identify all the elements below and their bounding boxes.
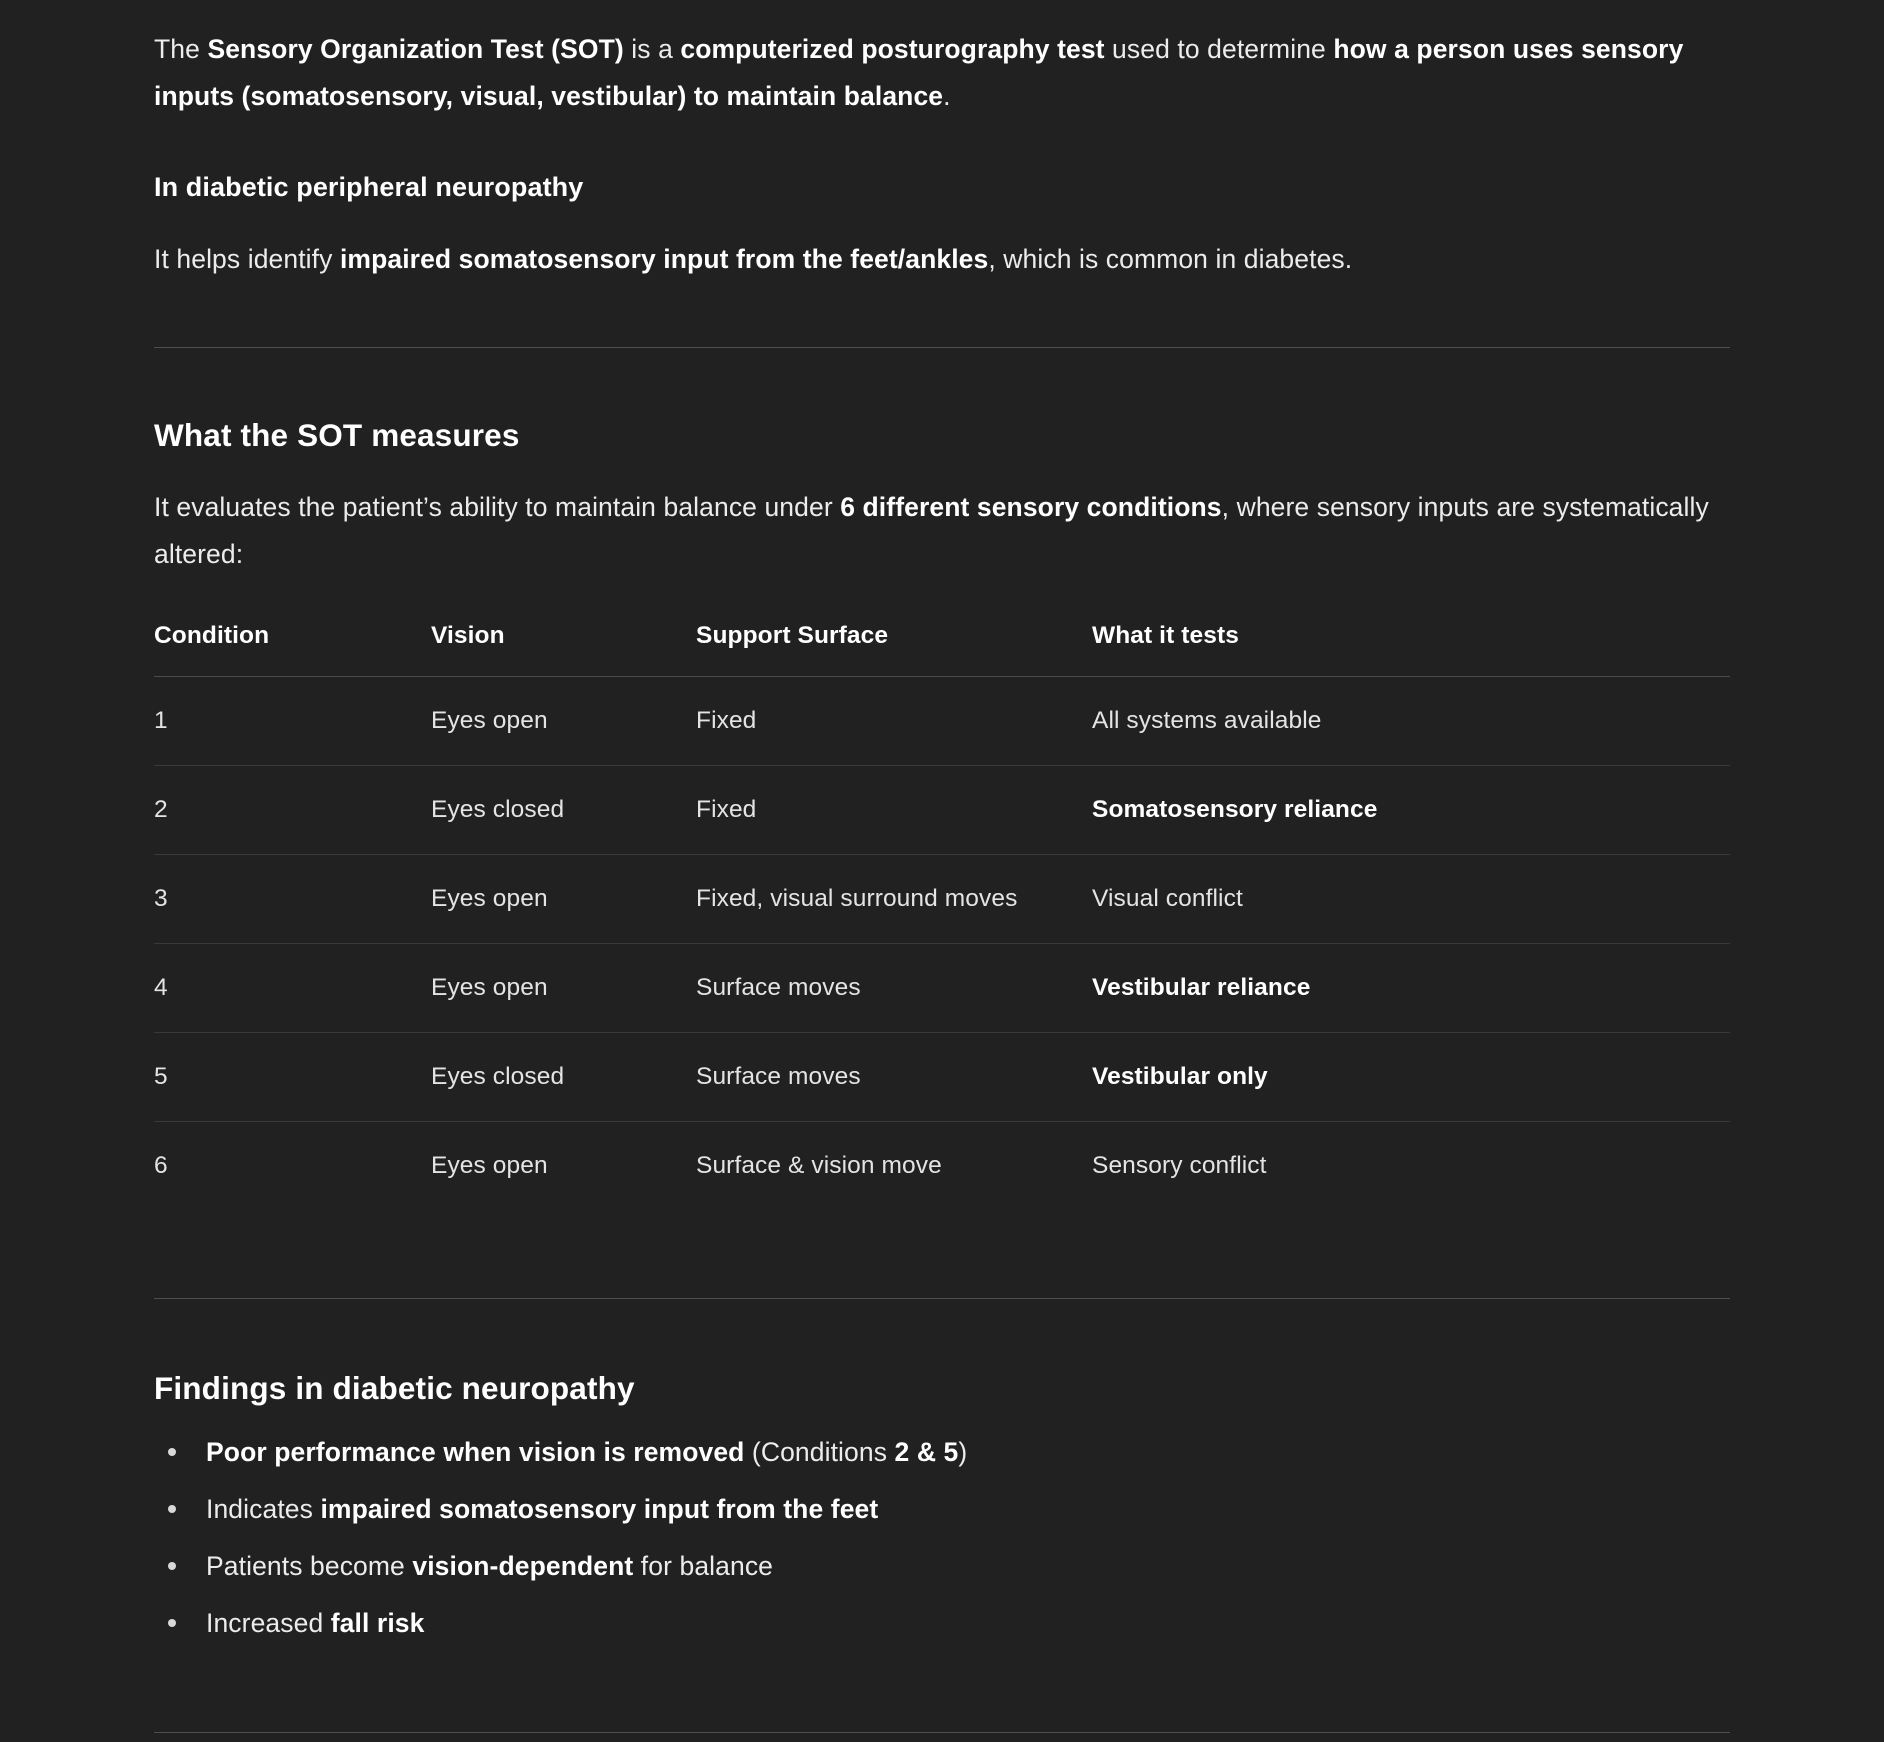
cell-support-surface: Fixed (696, 677, 1092, 766)
table-row (154, 766, 1730, 855)
cell-support-surface: Surface moves (696, 944, 1092, 1033)
cell-vision: Eyes closed (431, 1033, 696, 1122)
list-item-label: Increased fall risk (206, 1608, 425, 1638)
cell-vision: Eyes open (431, 677, 696, 766)
cell-support-surface: Surface moves (696, 1033, 1092, 1122)
cell-condition: 2 (154, 766, 431, 855)
emphasis-text: 2 & 5 (894, 1437, 959, 1467)
content-column (154, 0, 1730, 1733)
cell-support-surface: Surface & vision move (696, 1152, 942, 1179)
intro-paragraph: The Sensory Organization Test (SOT) is a computerized posturography test used to determine how a person uses sensory inputs (somatosensory, visual, vestibular) to maintain balance. (154, 34, 1684, 111)
emphasis-text: computerized posturography test (680, 34, 1105, 64)
table-body (154, 677, 1730, 1211)
col-header-vision: Vision (431, 622, 696, 677)
measures-section (154, 348, 1730, 1210)
divider-2-wrap (154, 1210, 1730, 1299)
emphasis-text: Sensory Organization Test (SOT) (207, 34, 624, 64)
list-item (154, 1492, 1730, 1526)
cell-what-it-tests: Sensory conflict (1092, 1152, 1267, 1179)
findings-list (154, 1435, 1730, 1640)
findings-section (154, 1299, 1730, 1640)
cell-condition: 1 (154, 677, 431, 766)
cell-condition: 4 (154, 944, 431, 1033)
cell-vision: Eyes open (431, 944, 696, 1033)
divider-3-wrap (154, 1640, 1730, 1733)
col-header-support-surface: Support Surface (696, 622, 1092, 677)
emphasis-text: Poor performance when vision is removed (206, 1437, 745, 1467)
cell-vision: Eyes open (431, 855, 696, 944)
emphasis-text: how a person uses sensory inputs (somatosensory, visual, vestibular) to maintain balance (154, 34, 1684, 111)
emphasis-text: 6 different sensory conditions (840, 492, 1222, 522)
table-header-row (154, 622, 1730, 677)
section-divider-3 (154, 1732, 1730, 1733)
emphasis-text: vision-dependent (412, 1551, 634, 1581)
emphasis-text: fall risk (330, 1608, 425, 1638)
cell-condition: 6 (154, 1152, 168, 1179)
cell-support-surface: Fixed (696, 766, 1092, 855)
measures-heading: What the SOT measures (154, 417, 520, 453)
emphasis-text: impaired somatosensory input from the feet/ankles (339, 244, 989, 274)
list-item-label: Indicates impaired somatosensory input from the feet (206, 1494, 879, 1524)
emphasis-text: impaired somatosensory input from the feet (320, 1494, 879, 1524)
list-item-label: Patients become vision-dependent for balance (206, 1551, 774, 1581)
dpn-paragraph: It helps identify impaired somatosensory input from the feet/ankles, which is common in diabetes. (154, 244, 1353, 274)
table-head (154, 622, 1730, 677)
list-item (154, 1606, 1730, 1640)
list-item (154, 1435, 1730, 1469)
list-item (154, 1549, 1730, 1583)
cell-what-it-tests: Somatosensory reliance (1092, 766, 1730, 855)
cell-vision: Eyes closed (431, 766, 696, 855)
table-row (154, 1122, 1730, 1211)
cell-what-it-tests: Visual conflict (1092, 855, 1730, 944)
sot-conditions-table (154, 622, 1730, 1210)
table-row (154, 855, 1730, 944)
divider-1-wrap (154, 283, 1730, 348)
bullet-icon (168, 1448, 176, 1456)
measures-paragraph: It evaluates the patient’s ability to maintain balance under 6 different sensory conditions, where sensory inputs are systematically altered: (154, 492, 1709, 569)
findings-heading: Findings in diabetic neuropathy (154, 1370, 635, 1406)
cell-support-surface: Fixed, visual surround moves (696, 855, 1092, 944)
cell-condition: 5 (154, 1033, 431, 1122)
cell-vision: Eyes open (431, 1152, 548, 1179)
cell-what-it-tests: Vestibular only (1092, 1033, 1730, 1122)
list-item-label: Poor performance when vision is removed (Conditions 2 & 5) (206, 1437, 968, 1467)
cell-what-it-tests: All systems available (1092, 677, 1730, 766)
col-header-condition: Condition (154, 622, 431, 677)
col-header-what-it-tests: What it tests (1092, 622, 1730, 677)
dpn-heading: In diabetic peripheral neuropathy (154, 172, 584, 202)
cell-what-it-tests: Vestibular reliance (1092, 944, 1730, 1033)
table-row (154, 944, 1730, 1033)
bullet-icon (168, 1505, 176, 1513)
bullet-icon (168, 1562, 176, 1570)
table-row (154, 677, 1730, 766)
table-row (154, 1033, 1730, 1122)
cell-condition: 3 (154, 855, 431, 944)
bullet-icon (168, 1619, 176, 1627)
